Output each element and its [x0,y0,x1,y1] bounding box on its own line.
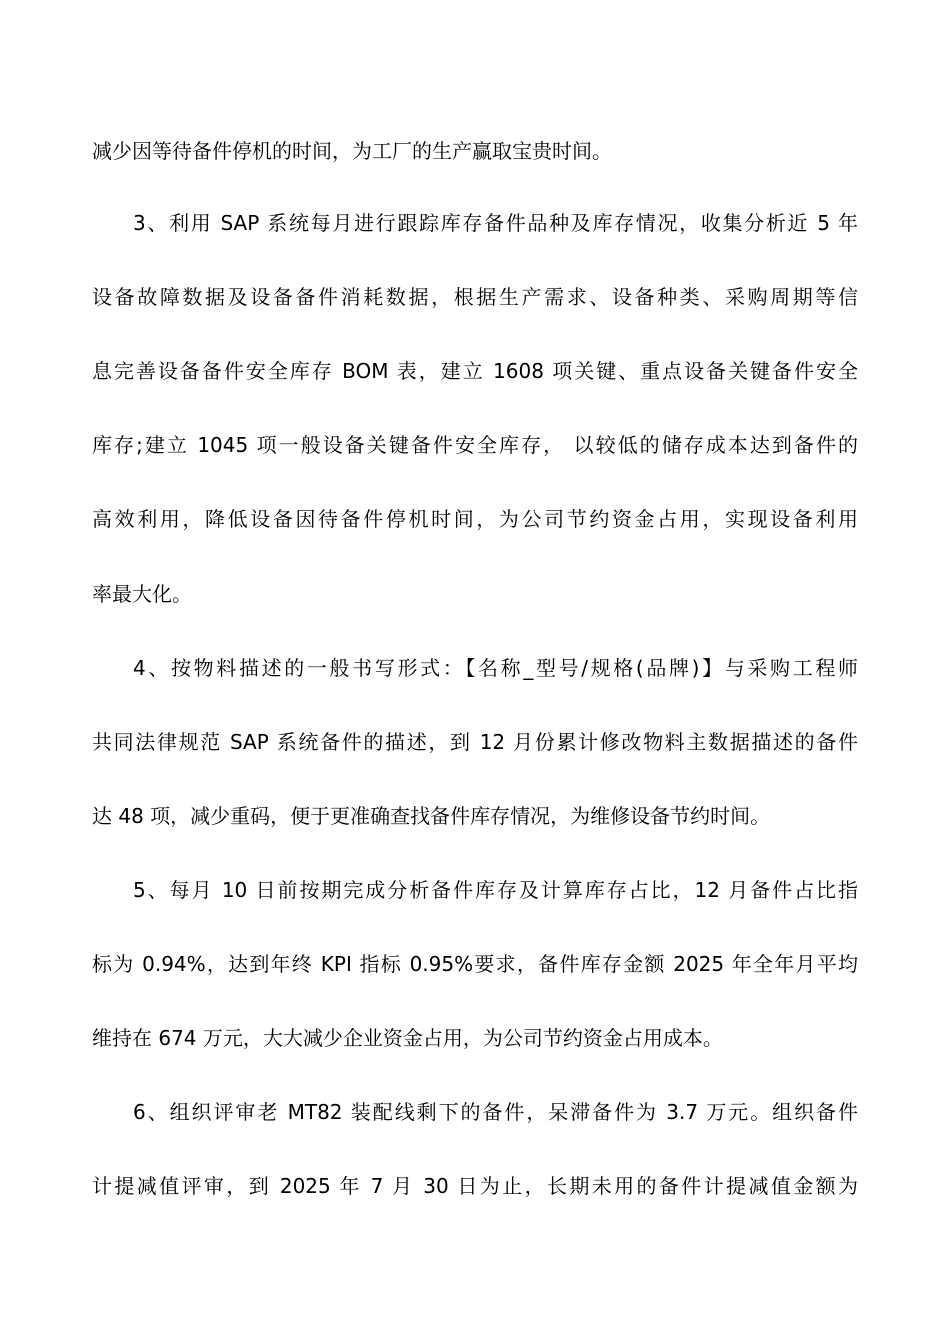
paragraph-line: 息完善设备备件安全库存 BOM 表，建立 1608 项关键、重点设备关键备件安全 [92,359,858,383]
paragraph-line: 高效利用，降低设备因待备件停机时间，为公司节约资金占用，实现设备利用 [92,507,858,531]
paragraph-line: 6、组织评审老 MT82 装配线剩下的备件，呆滞备件为 3.7 万元。组织备件 [133,1100,858,1124]
paragraph-line: 计提减值评审，到 2025 年 7 月 30 日为止，长期未用的备件计提减值金额为 [92,1174,858,1198]
paragraph-line: 设备故障数据及设备备件消耗数据，根据生产需求、设备种类、采购周期等信 [92,285,858,309]
paragraph-line: 维持在 674 万元，大大减少企业资金占用，为公司节约资金占用成本。 [92,1026,723,1050]
paragraph-line: 5、每月 10 日前按期完成分析备件库存及计算库存占比，12 月备件占比指 [133,878,858,902]
paragraph-line: 库存;建立 1045 项一般设备关键备件安全库存， 以较低的储存成本达到备件的 [92,433,858,457]
paragraph-line: 达 48 项，减少重码，便于更准确查找备件库存情况，为维修设备节约时间。 [92,804,771,828]
paragraph-line: 率最大化。 [92,582,192,606]
paragraph-line: 减少因等待备件停机的时间，为工厂的生产赢取宝贵时间。 [92,139,612,163]
paragraph-line: 4、按物料描述的一般书写形式：【名称_型号/规格(品牌)】与采购工程师 [133,656,858,680]
paragraph-line: 标为 0.94%，达到年终 KPI 指标 0.95%要求，备件库存金额 2025 年全年月平均 [92,952,858,976]
paragraph-line: 共同法律规范 SAP 系统备件的描述，到 12 月份累计修改物料主数据描述的备件 [92,730,858,754]
paragraph-line: 3、利用 SAP 系统每月进行跟踪库存备件品种及库存情况，收集分析近 5 年 [133,211,858,235]
